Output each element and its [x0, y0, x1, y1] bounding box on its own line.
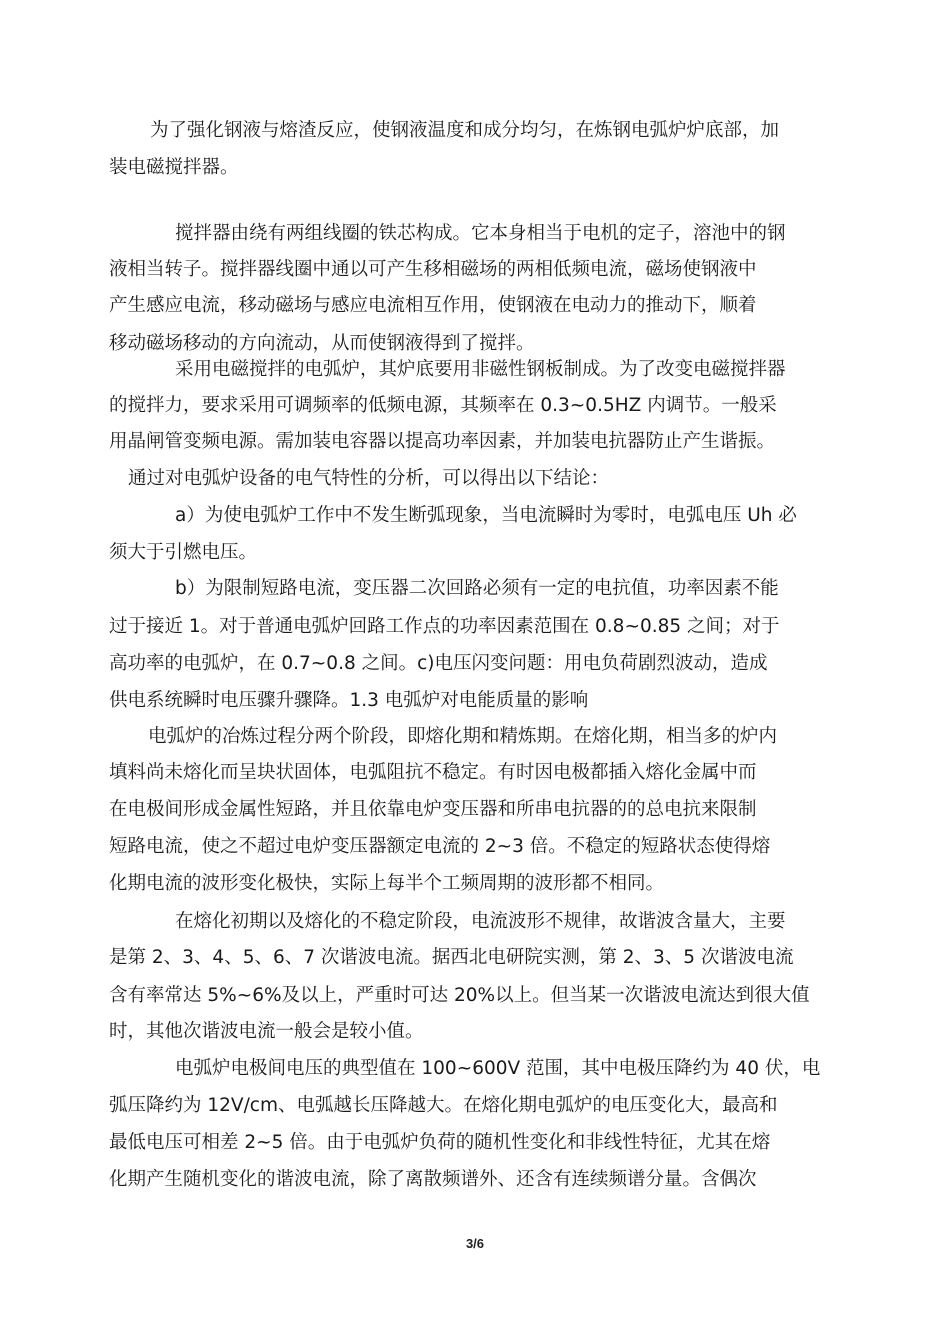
- text-line: 移动磁场移动的方向流动，从而使钢液得到了搅拌。: [109, 333, 535, 354]
- text-line: 用晶闸管变频电源。需加装电容器以提高功率因素，并加装电抗器防止产生谐振。: [109, 431, 776, 452]
- text-line: a）为使电弧炉工作中不发生断弧现象，当电流瞬时为零时，电弧电压 Uh 必: [175, 505, 797, 526]
- text-line: 为了强化钢液与熔渣反应，使钢液温度和成分均匀，在炼钢电弧炉炉底部，加: [150, 120, 780, 141]
- text-line: 液相当转子。搅拌器线圈中通以可产生移相磁场的两相低频电流，磁场使钢液中: [109, 259, 757, 280]
- text-line: 在熔化初期以及熔化的不稳定阶段，电流波形不规律，故谐波含量大，主要: [175, 911, 786, 932]
- text-line: 产生感应电流，移动磁场与感应电流相互作用，使钢液在电动力的推动下，顺着: [109, 295, 757, 316]
- text-line: 电弧炉电极间电压的典型值在 100~600V 范围，其中电极压降约为 40 伏，电: [175, 1058, 821, 1079]
- text-line: 短路电流，使之不超过电炉变压器额定电流的 2~3 倍。不稳定的短路状态使得熔: [109, 836, 771, 857]
- text-line: b）为限制短路电流，变压器二次回路必须有一定的电抗值，功率因素不能: [175, 578, 779, 599]
- text-line: 化期产生随机变化的谐波电流，除了离散频谱外、还含有连续频谱分量。含偶次: [109, 1169, 757, 1190]
- text-line: 填料尚未熔化而呈块状固体，电弧阻抗不稳定。有时因电极都插入熔化金属中而: [109, 762, 757, 783]
- text-line: 最低电压可相差 2~5 倍。由于电弧炉负荷的随机性变化和非线性特征，尤其在熔: [109, 1132, 771, 1153]
- text-line: 弧压降约为 12V/cm、电弧越长压降越大。在熔化期电弧炉的电压变化大，最高和: [109, 1095, 778, 1116]
- page-number: 3/6: [465, 1236, 485, 1251]
- text-line: 通过对电弧炉设备的电气特性的分析，可以得出以下结论：: [128, 468, 610, 489]
- text-line: 化期电流的波形变化极快，实际上每半个工频周期的波形都不相同。: [109, 873, 665, 894]
- text-line: 搅拌器由绕有两组线圈的铁芯构成。它本身相当于电机的定子，溶池中的钢: [175, 223, 786, 244]
- text-line: 电弧炉的冶炼过程分两个阶段，即熔化期和精炼期。在熔化期，相当多的炉内: [148, 726, 778, 747]
- text-line: 含有率常达 5%~6%及以上，严重时可达 20%以上。但当某一次谐波电流达到很大值: [109, 985, 810, 1006]
- text-line: 的搅拌力，要求采用可调频率的低频电源，其频率在 0.3~0.5HZ 内调节。一般采: [109, 395, 777, 416]
- text-line: 高功率的电弧炉，在 0.7~0.8 之间。c)电压闪变问题：用电负荷剧烈波动，造成: [109, 653, 768, 674]
- text-line: 是第 2、3、4、5、6、7 次谐波电流。据西北电研院实测，第 2、3、5 次谐波电流: [109, 947, 794, 968]
- text-line: 供电系统瞬时电压骤升骤降。1.3 电弧炉对电能质量的影响: [109, 690, 589, 711]
- text-line: 装电磁搅拌器。: [109, 157, 239, 178]
- text-line: 时，其他次谐波电流一般会是较小值。: [109, 1021, 424, 1042]
- text-line: 过于接近 1。对于普通电弧炉回路工作点的功率因素范围在 0.8~0.85 之间；对于: [109, 616, 780, 637]
- text-line: 采用电磁搅拌的电弧炉，其炉底要用非磁性钢板制成。为了改变电磁搅拌器: [175, 359, 786, 380]
- text-line: 须大于引燃电压。: [109, 542, 258, 563]
- text-line: 在电极间形成金属性短路，并且依靠电炉变压器和所串电抗器的的总电抗来限制: [109, 799, 757, 820]
